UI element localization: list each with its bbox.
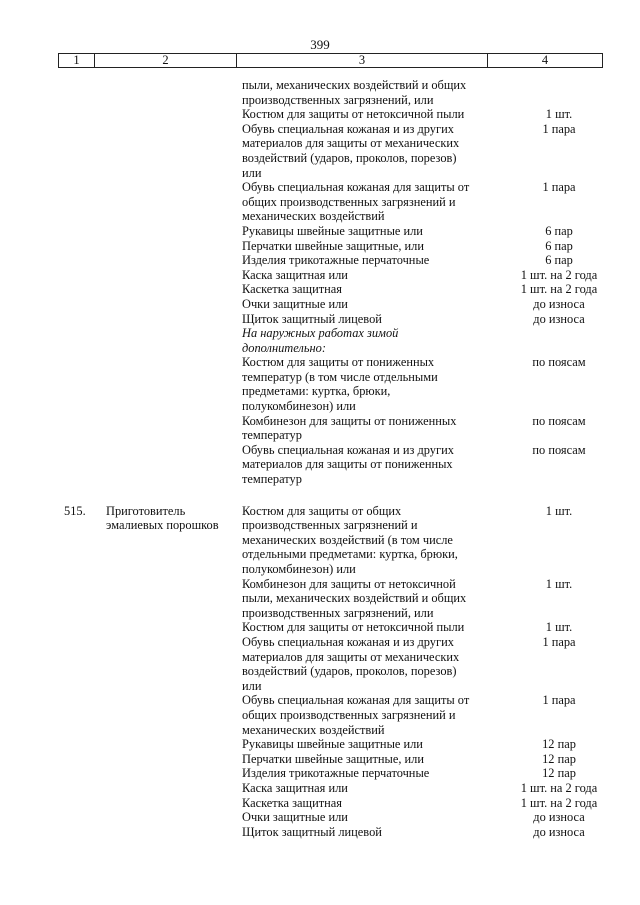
item-quantity [504,78,614,107]
list-item [242,253,614,268]
item-name [242,443,504,487]
item-line: Каскетка защитная [242,282,342,297]
list-item [242,693,614,737]
item-line: Обувь специальная кожаная и из других [242,634,454,649]
item-line: Комбинезон для защиты от нетоксичной [242,576,456,591]
item-name [242,312,504,327]
item-line: или [242,678,262,693]
item-name [242,326,504,355]
item-line: Щиток защитный лицевой [242,311,382,326]
item-name [242,752,504,767]
item-line: Каскетка защитная [242,795,342,810]
item-name [242,825,504,840]
item-quantity: до износа [533,311,585,326]
item-line: температур (в том числе отдельными [242,369,438,384]
list-item [242,766,614,781]
list-item [242,443,614,487]
profession-line: Приготовитель [106,503,186,518]
item-name [242,122,504,180]
item-line: Рукавицы швейные защитные или [242,737,423,752]
item-line: Рукавицы швейные защитные или [242,223,423,238]
item-name [242,78,504,107]
item-name [242,810,504,825]
list-item [242,107,614,122]
item-name [242,620,504,635]
item-quantity: 1 шт. на 2 года [520,795,598,810]
header-col-3: 3 [237,54,488,67]
item-quantity: 1 пара [542,180,576,195]
item-quantity: 1 шт. [545,620,573,635]
item-line: материалов для защиты от механических [242,136,460,151]
item-line: воздействий (ударов, проколов, порезов) [242,664,457,679]
item-line: Очки защитные или [242,810,348,825]
item-quantity [504,326,614,355]
item-line: или [242,165,262,180]
item-line: пыли, механических воздействий и общих [242,78,467,92]
item-name [242,268,504,283]
item-quantity: 1 шт. на 2 года [520,282,598,297]
item-name [242,766,504,781]
list-item [242,282,614,297]
list-item [242,122,614,180]
item-line: механических воздействий (в том числе [242,532,453,547]
item-quantity: 1 пара [542,121,576,136]
item-line: общих производственных загрязнений и [242,194,456,209]
item-line: производственных загрязнений и [242,518,418,533]
item-name [242,796,504,811]
item-line: Изделия трикотажные перчаточные [242,253,430,268]
list-item [242,297,614,312]
item-name [242,577,504,621]
section-a [0,78,640,487]
item-line: Изделия трикотажные перчаточные [242,766,430,781]
item-name [242,253,504,268]
item-quantity: 6 пар [545,253,573,268]
item-name [242,239,504,254]
item-line: дополнительно: [242,340,326,355]
list-item [242,737,614,752]
item-quantity: 12 пар [542,751,576,766]
item-quantity: до износа [533,824,585,839]
item-line: Перчатки швейные защитные, или [242,238,424,253]
item-quantity: 1 шт. на 2 года [520,267,598,282]
item-quantity: 6 пар [545,223,573,238]
list-item [242,355,614,413]
item-line: Обувь специальная кожаная для защиты от [242,693,470,708]
item-line: Щиток защитный лицевой [242,824,382,839]
item-line: производственных загрязнений, или [242,92,434,107]
item-name [242,355,504,413]
header-col-1: 1 [59,54,95,67]
item-name [242,224,504,239]
profession-line: эмалиевых порошков [106,518,219,533]
list-item [242,312,614,327]
list-item [242,796,614,811]
item-line: полукомбинезон) или [242,562,356,576]
list-item [242,620,614,635]
item-quantity: до износа [533,296,585,311]
item-quantity: по поясам [532,442,586,457]
item-line: общих производственных загрязнений и [242,707,456,722]
list-item [242,825,614,840]
table-header [58,53,603,68]
item-name [242,282,504,297]
item-line: материалов для защиты от пониженных [242,457,453,472]
item-line: отдельными предметами: куртка, брюки, [242,547,458,562]
list-item [242,781,614,796]
item-line: пыли, механических воздействий и общих [242,591,467,606]
item-quantity: 12 пар [542,766,576,781]
item-line: механических воздействий [242,722,385,737]
item-quantity: 1 шт. [545,503,573,518]
item-quantity: до износа [533,810,585,825]
item-line: Костюм для защиты от нетоксичной пыли [242,107,465,122]
item-line: Костюм для защиты от общих [242,503,402,518]
item-name [242,107,504,122]
list-item [242,224,614,239]
item-quantity: 1 пара [542,634,576,649]
item-line: На наружных работах зимой [242,326,399,341]
item-line: Костюм для защиты от пониженных [242,355,435,370]
profession-name [106,504,242,533]
section-b [0,504,640,840]
item-quantity: 6 пар [545,238,573,253]
section-b-items [242,504,614,840]
item-line: температур [242,472,302,487]
list-item [242,635,614,693]
list-item [242,78,614,107]
list-item [242,504,614,577]
list-item [242,577,614,621]
item-quantity: по поясам [532,355,586,370]
list-item [242,414,614,443]
item-quantity: 1 пара [542,693,576,708]
item-line: Обувь специальная кожаная и из других [242,121,454,136]
item-quantity: по поясам [532,413,586,428]
item-line: воздействий (ударов, проколов, порезов) [242,150,457,165]
list-item [242,268,614,283]
item-line: Обувь специальная кожаная для защиты от [242,180,470,195]
item-name [242,737,504,752]
item-line: Каска защитная или [242,267,348,282]
row-number: 515. [64,503,86,518]
item-name [242,781,504,796]
item-line: Перчатки швейные защитные, или [242,751,424,766]
item-name [242,693,504,737]
item-name [242,180,504,224]
item-line: температур [242,428,302,443]
item-line: Костюм для защиты от нетоксичной пыли [242,620,465,635]
item-line: Каска защитная или [242,780,348,795]
item-name [242,635,504,693]
list-item [242,326,614,355]
item-line: предметами: куртка, брюки, [242,384,391,399]
header-col-2: 2 [95,54,237,67]
item-quantity: 1 шт. на 2 года [520,780,598,795]
item-line: материалов для защиты от механических [242,649,460,664]
list-item [242,239,614,254]
header-col-4: 4 [541,53,549,67]
item-line: механических воздействий [242,209,385,224]
item-line: Очки защитные или [242,296,348,311]
page-number: 399 [310,37,330,52]
item-name [242,297,504,312]
item-name [242,414,504,443]
item-line: Обувь специальная кожаная и из других [242,442,454,457]
list-item [242,180,614,224]
section-a-items [242,78,614,487]
item-quantity: 12 пар [542,737,576,752]
item-quantity: 1 шт. [545,576,573,591]
item-line: Комбинезон для защиты от пониженных [242,413,457,428]
list-item [242,752,614,767]
item-line: производственных загрязнений, или [242,605,434,620]
item-quantity: 1 шт. [545,107,573,122]
item-name [242,504,504,577]
table-body [0,78,640,839]
item-line: полукомбинезон) или [242,399,356,414]
list-item [242,810,614,825]
